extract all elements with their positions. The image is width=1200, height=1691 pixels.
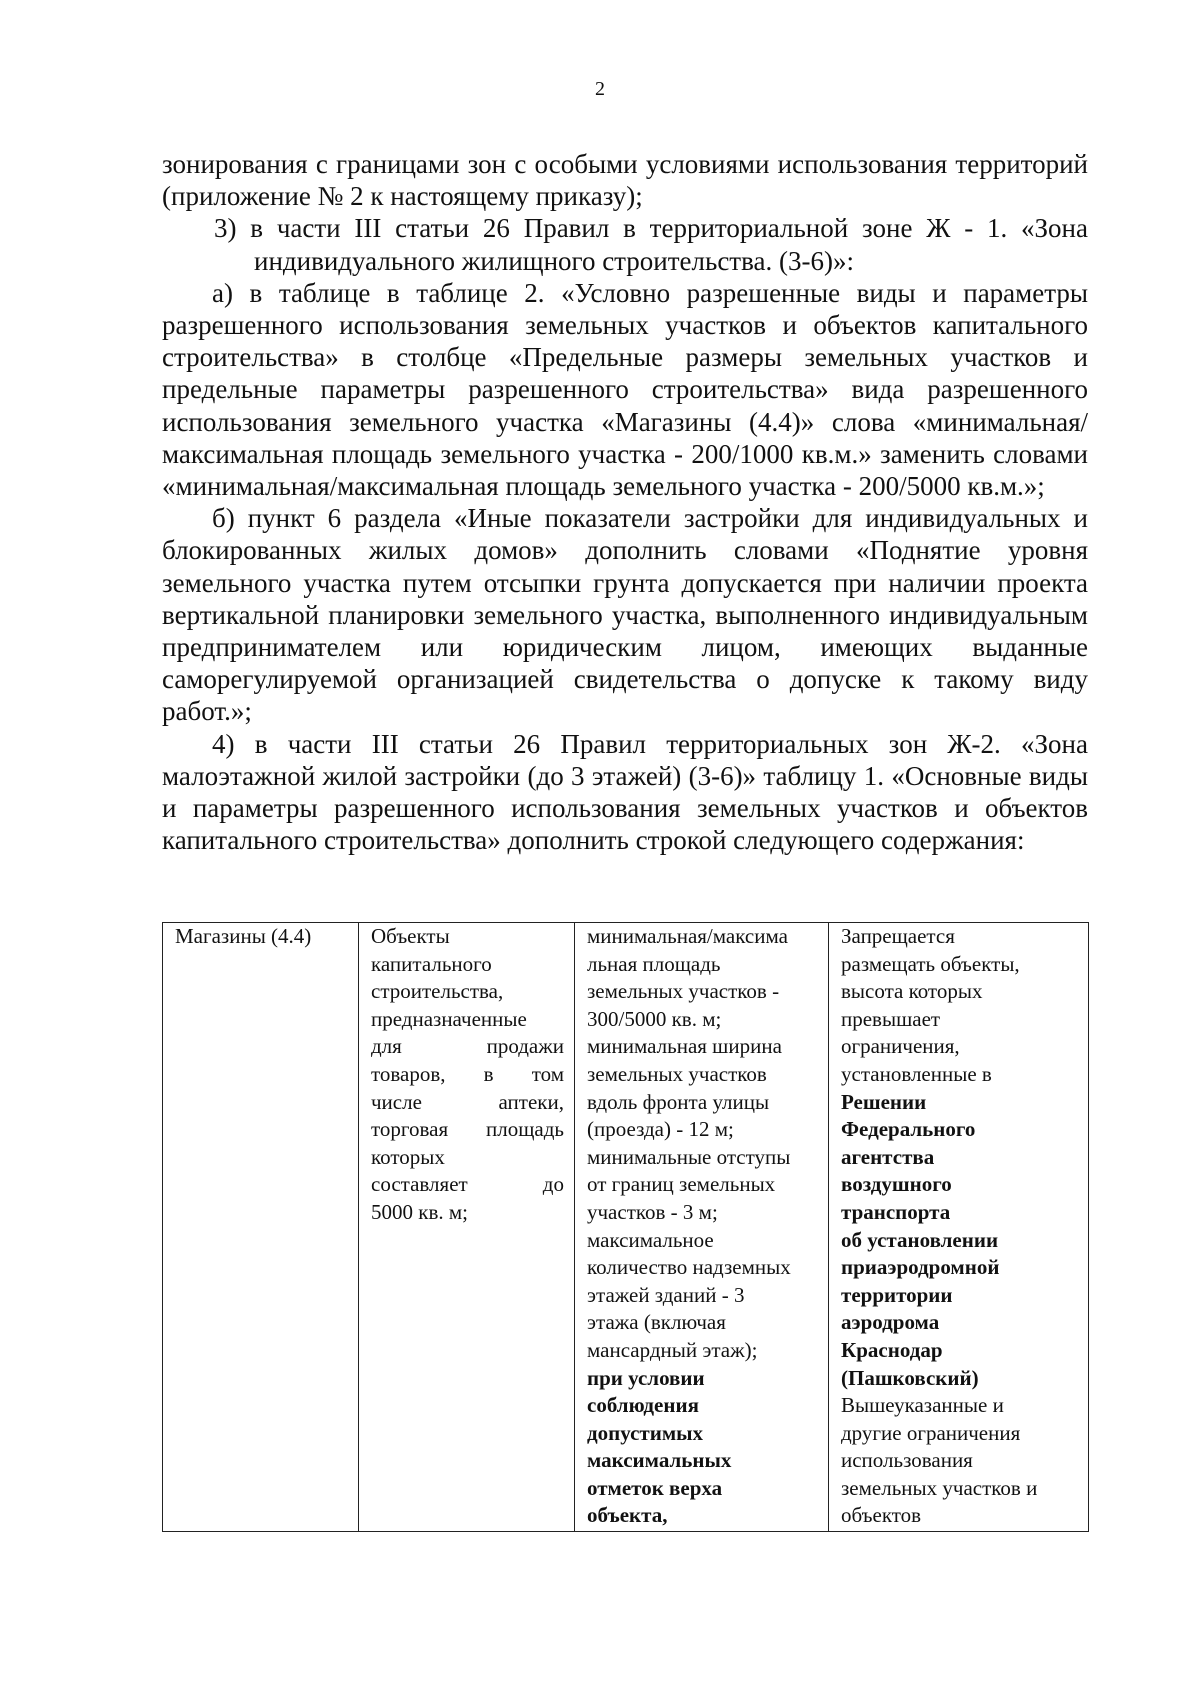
restrictions-line: Запрещается (841, 924, 955, 948)
zoning-table (162, 922, 1089, 1532)
paragraph-continuation: зонирования с границами зон с особыми условиями использования территорий (приложение № 2 к настоящему приказу); (162, 149, 1088, 212)
parameters-line: мансардный этаж); (587, 1337, 758, 1362)
restrictions-line-bold: (Пашковский) (841, 1365, 979, 1390)
parameters-line: земельных участков - (587, 979, 780, 1004)
restrictions-line: ограничения, (841, 1034, 960, 1059)
paragraph-item-3a: а) в таблице в таблице 2. «Условно разрешенные виды и параметры разрешенного использования земельных участков и объектов капитального строительства» в столбце «Предельные размеры земельных участков и предельные параметры разрешенного строительства» вида разрешенного использования земельного участка «Магазины (4.4)» слова «минимальная/максимальная площадь земельного участка - 200/1000 кв.м.» заменить словами «минимальная/максимальная площадь земельного участка - 200/5000 кв.м.»; (162, 277, 1088, 502)
parameters-line-bold: максимальных (587, 1448, 732, 1473)
description-line: числе аптеки, (371, 1089, 564, 1114)
parameters-line: минимальные отступы (587, 1144, 791, 1169)
description-line: предназначенные (371, 1006, 527, 1031)
parameters-line: минимальная ширина (587, 1034, 782, 1059)
parameters-line: минимальная/максима (587, 924, 788, 948)
parameters-line: (проезда) - 12 м; (587, 1117, 734, 1142)
paragraph-item-3b: б) пункт 6 раздела «Иные показатели застройки для индивидуальных и блокированных жилых домов» дополнить словами «Поднятие уровня земельного участка путем отсыпки грунта допускается при наличии проекта вертикальной планировки земельного участка, выполненного индивидуальным предпринимателем или юридическим лицом, имеющих выданные саморегулируемой организацией свидетельства о допуске к такому виду работ.»; (162, 503, 1088, 727)
restrictions-line-bold: Решении (841, 1089, 927, 1114)
description-line: 5000 кв. м; (371, 1199, 468, 1224)
parameters-line: льная площадь (587, 951, 721, 976)
description-line: составляет до (371, 1172, 564, 1197)
restrictions-line: другие ограничения (841, 1420, 1021, 1445)
parameters-line-bold: соблюдения (587, 1393, 699, 1418)
restrictions-line-bold: транспорта (841, 1199, 951, 1224)
restrictions-line-bold: агентства (841, 1144, 935, 1169)
parameters-line: 300/5000 кв. м; (587, 1006, 722, 1031)
paragraph-item-3: 3) в части III статьи 26 Правил в территориальной зоне Ж - 1. «Зона индивидуального жилищного строительства. (3-6)»: (214, 213, 1088, 276)
use-type-label: Магазины (4.4) (175, 924, 312, 948)
description-line: торговая площадь (371, 1117, 564, 1142)
cell-restrictions (829, 923, 1089, 1532)
description-line: которых (371, 1144, 445, 1169)
restrictions-line: установленные в (841, 1061, 992, 1086)
cell-parameters (575, 923, 829, 1532)
description-line: для продажи (371, 1034, 564, 1059)
restrictions-line-bold: аэродрома (841, 1310, 940, 1335)
restrictions-line-bold: воздушного (841, 1172, 952, 1197)
restrictions-line: земельных участков и (841, 1475, 1038, 1500)
parameters-line: от границ земельных (587, 1172, 776, 1197)
restrictions-line: размещать объекты, (841, 951, 1020, 976)
parameters-line-bold: объекта, (587, 1503, 668, 1528)
parameters-line: этажей зданий - 3 (587, 1282, 745, 1307)
parameters-line: вдоль фронта улицы (587, 1089, 770, 1114)
restrictions-line-bold: Краснодар (841, 1337, 943, 1362)
restrictions-line-bold: приаэродромной (841, 1255, 1000, 1280)
parameters-line-bold: отметок верха (587, 1475, 723, 1500)
restrictions-line-bold: Федерального (841, 1117, 976, 1142)
parameters-line: максимальное (587, 1227, 714, 1252)
parameters-line-bold: допустимых (587, 1420, 704, 1445)
description-line: строительства, (371, 979, 504, 1004)
description-line: Объекты (371, 924, 450, 948)
restrictions-line: объектов (841, 1503, 922, 1528)
parameters-line-bold: при условии (587, 1365, 705, 1390)
restrictions-line-bold: территории (841, 1282, 953, 1307)
restrictions-line: высота которых (841, 979, 983, 1004)
cell-description (359, 923, 575, 1532)
table-row (163, 923, 1089, 1532)
restrictions-line: использования (841, 1448, 973, 1473)
parameters-line: земельных участков (587, 1061, 767, 1086)
cell-use-type (163, 923, 359, 1532)
restrictions-line: Вышеуказанные и (841, 1393, 1004, 1418)
description-line: капитального (371, 951, 492, 976)
body-text (162, 148, 1088, 856)
paragraph-item-4: 4) в части III статьи 26 Правил территориальных зон Ж-2. «Зона малоэтажной жилой застройки (до 3 этажей) (3-6)» таблицу 1. «Основные виды и параметры разрешенного использования земельных участков и объектов капитального строительства» дополнить строкой следующего содержания: (162, 728, 1088, 856)
restrictions-line: превышает (841, 1006, 941, 1031)
description-line: товаров, в том (371, 1061, 564, 1086)
parameters-line: этажа (включая (587, 1310, 726, 1335)
parameters-line: количество надземных (587, 1255, 791, 1280)
page-number: 2 (595, 78, 605, 100)
restrictions-line-bold: об установлении (841, 1227, 999, 1252)
parameters-line: участков - 3 м; (587, 1199, 718, 1224)
